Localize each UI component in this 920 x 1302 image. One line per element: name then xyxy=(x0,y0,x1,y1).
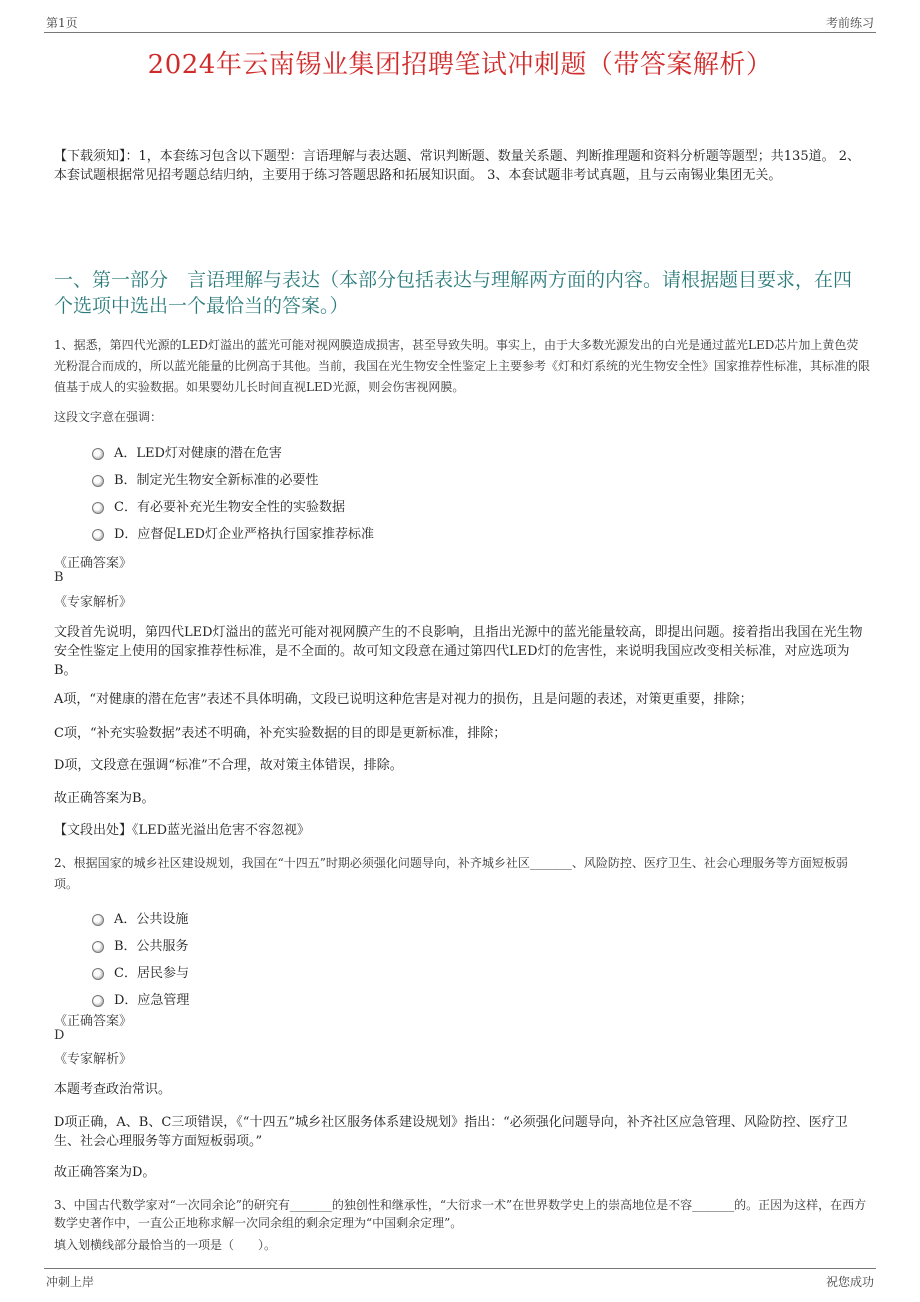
footer-left-label: 冲刺上岸 xyxy=(46,1275,95,1289)
question-1-prompt: 这段文字意在强调： xyxy=(54,410,163,424)
radio-icon[interactable] xyxy=(92,475,104,487)
q1-analysis-conclusion: 故正确答案为B。 xyxy=(54,791,155,806)
q2-analysis-conclusion: 故正确答案为D。 xyxy=(54,1165,156,1180)
option-label: A．LED灯对健康的潜在危害 xyxy=(114,446,282,461)
q2-analysis-topic: 本题考查政治常识。 xyxy=(54,1082,172,1097)
q2-option-c[interactable] xyxy=(92,962,189,981)
q1-analysis-c: C项，“补充实验数据”表述不明确，补充实验数据的目的即是更新标准，排除； xyxy=(54,726,507,741)
option-label: D．应急管理 xyxy=(114,993,190,1008)
q1-answer: B xyxy=(54,570,64,585)
q1-source: 【文段出处】《LED蓝光溢出危害不容忽视》 xyxy=(54,823,311,838)
q2-answer-label: 《正确答案》 xyxy=(54,1014,133,1029)
q2-option-a[interactable] xyxy=(92,908,188,927)
download-notice: 【下载须知】：1，本套练习包含以下题型：言语理解与表达题、常识判断题、数量关系题、判断推理题和资料分析题等题型；共135道。 2、本套试题根据常见招考题总结归纳，主要用于练习答题思路和拓展知识面。 3、本套试题非考试真题，且与云南锡业集团无关。 xyxy=(54,149,860,183)
radio-icon[interactable] xyxy=(92,941,104,953)
footer-divider xyxy=(44,1268,876,1269)
page-number: 第1页 xyxy=(46,16,78,30)
question-3-prompt: 填入划横线部分最恰当的一项是（ ）。 xyxy=(54,1238,277,1252)
q1-option-c[interactable] xyxy=(92,496,345,515)
radio-icon[interactable] xyxy=(92,968,104,980)
q1-analysis-d: D项，文段意在强调“标准”不合理，故对策主体错误，排除。 xyxy=(54,758,403,773)
q1-option-b[interactable] xyxy=(92,469,319,488)
radio-icon[interactable] xyxy=(92,448,104,460)
option-label: C．居民参与 xyxy=(114,966,189,981)
question-3-stem: 3、中国古代数学家对“一次同余论”的研究有_______的独创性和继承性，“大衍求一术”在世界数学史上的崇高地位是不容_______的。正因为这样，在西方数学史著作中，一直公正地称求解一次同余组的剩余定理为“中国剩余定理”。 xyxy=(54,1198,867,1230)
q2-analysis-label: 《专家解析》 xyxy=(54,1052,133,1067)
radio-icon[interactable] xyxy=(92,529,104,541)
q1-analysis-a: A项，“对健康的潜在危害”表述不具体明确，文段已说明这种危害是对视力的损伤，且是问题的表述，对策更重要，排除； xyxy=(54,692,753,707)
q1-analysis-label: 《专家解析》 xyxy=(54,595,133,610)
q2-answer: D xyxy=(54,1028,65,1043)
footer-right-label: 祝您成功 xyxy=(825,1275,874,1289)
question-1-stem: 1、据悉，第四代光源的LED灯溢出的蓝光可能对视网膜造成损害，甚至导致失明。事实上，由于大多数光源发出的白光是通过蓝光LED芯片加上黄色荧光粉混合而成的，所以蓝光能量的比例高于其他。当前，我国在光生物安全性鉴定上主要参考《灯和灯系统的光生物安全性》国家推荐性标准，其标准的限值基于成人的实验数据。如果婴幼儿长时间直视LED光源，则会伤害视网膜。 xyxy=(54,338,871,394)
question-2-stem: 2、根据国家的城乡社区建设规划，我国在“十四五”时期必须强化问题导向，补齐城乡社区_______、风险防控、医疗卫生、社会心理服务等方面短板弱项。 xyxy=(54,856,848,891)
q1-analysis-summary: 文段首先说明，第四代LED灯溢出的蓝光可能对视网膜产生的不良影响，且指出光源中的蓝光能量较高，即提出问题。接着指出我国在光生物安全性鉴定上使用的国家推荐性标准，是不全面的。故可知文段意在通过第四代LED灯的危害性，来说明我国应改变相关标准，对应选项为B。 xyxy=(54,625,863,678)
q2-analysis-detail: D项正确，A、B、C三项错误，《“十四五”城乡社区服务体系建设规划》指出：“必须强化问题导向，补齐社区应急管理、风险防控、医疗卫生、社会心理服务等方面短板弱项。” xyxy=(54,1115,848,1149)
radio-icon[interactable] xyxy=(92,995,104,1007)
option-label: A．公共设施 xyxy=(114,912,189,927)
q1-option-d[interactable] xyxy=(92,523,374,542)
option-label: B．公共服务 xyxy=(114,939,189,954)
q1-answer-label: 《正确答案》 xyxy=(54,556,133,571)
section-title: 一、第一部分 言语理解与表达（本部分包括表达与理解两方面的内容。请根据题目要求，在四个选项中选出一个最恰当的答案。） xyxy=(54,269,853,317)
q2-option-b[interactable] xyxy=(92,935,189,954)
radio-icon[interactable] xyxy=(92,914,104,926)
q2-option-d[interactable] xyxy=(92,989,189,1008)
option-label: C．有必要补充光生物安全性的实验数据 xyxy=(114,500,345,515)
header-label: 考前练习 xyxy=(825,16,874,30)
page-title: 2024年云南锡业集团招聘笔试冲刺题（带答案解析） xyxy=(147,50,773,80)
option-label: B．制定光生物安全新标准的必要性 xyxy=(114,473,319,488)
radio-icon[interactable] xyxy=(92,502,104,514)
header-divider xyxy=(44,32,876,33)
option-label: D．应督促LED灯企业严格执行国家推荐标准 xyxy=(114,527,374,542)
q1-option-a[interactable] xyxy=(92,442,282,461)
